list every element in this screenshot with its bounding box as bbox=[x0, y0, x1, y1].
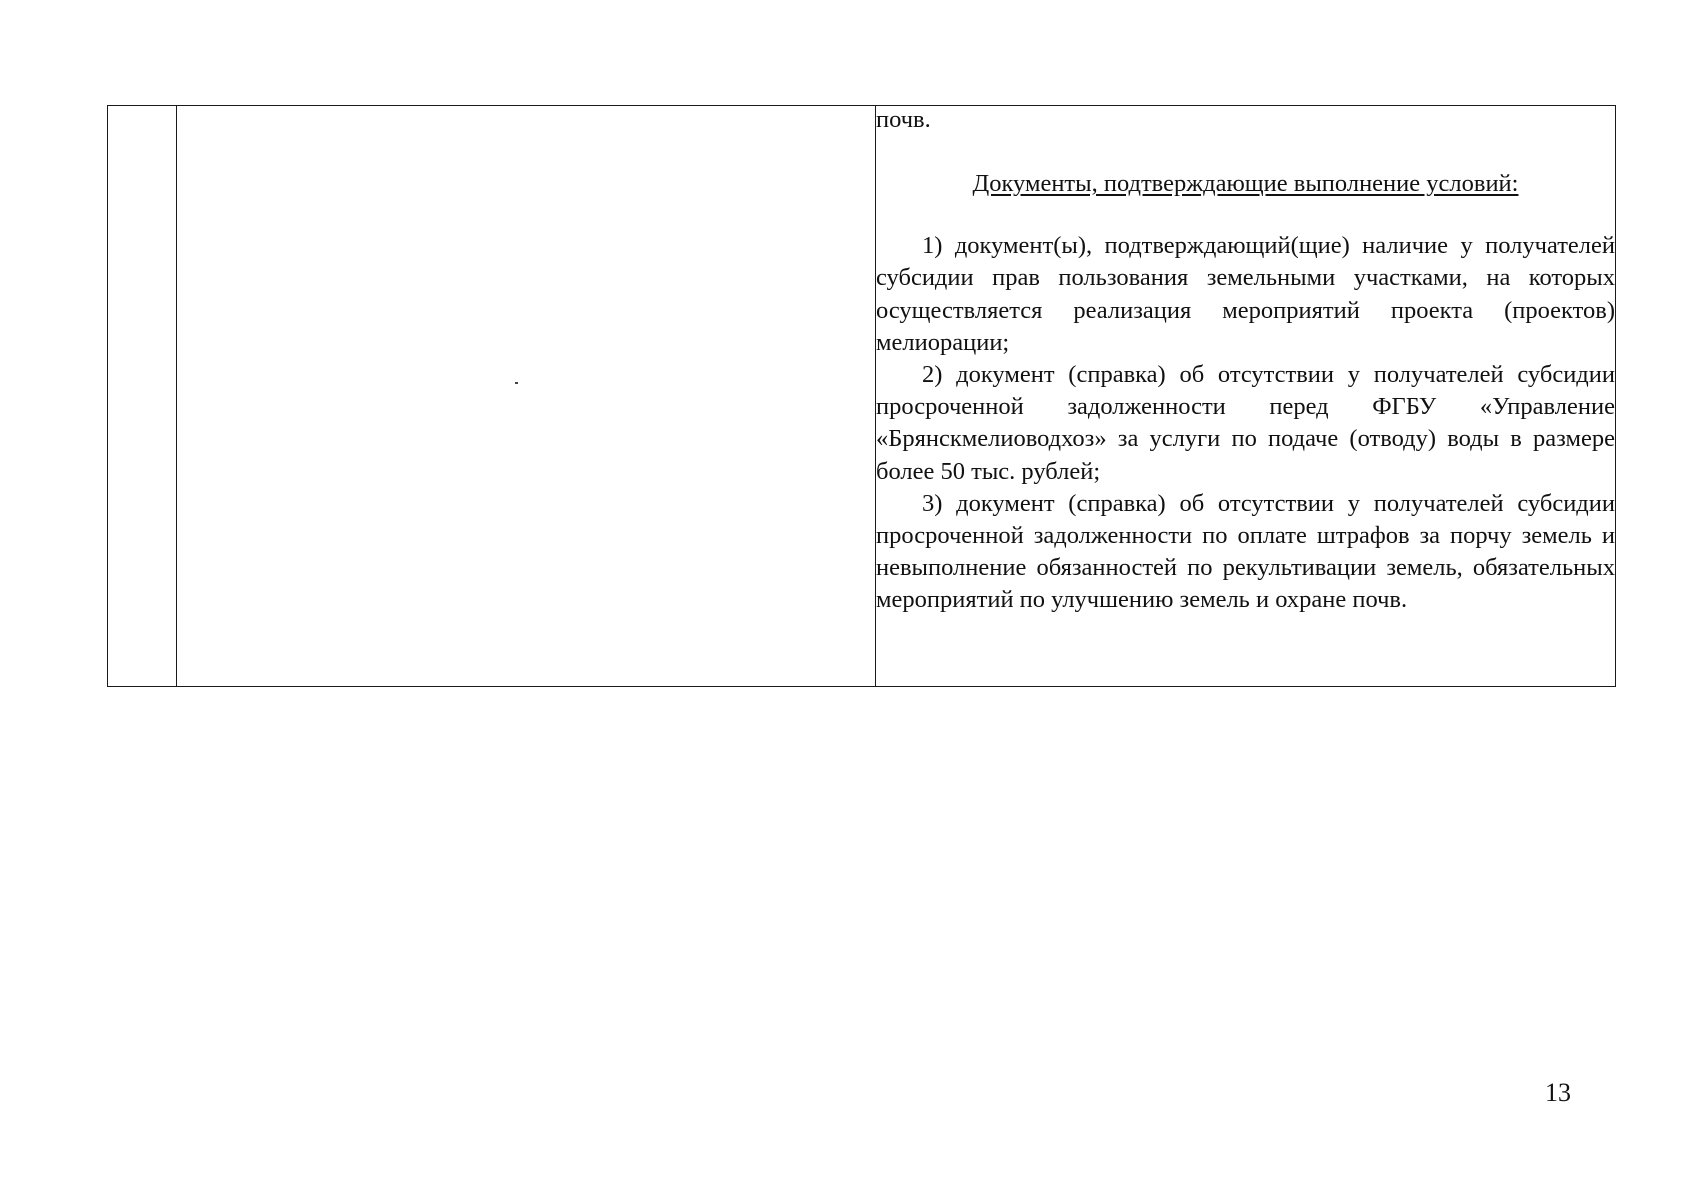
list-item: 2) документ (справка) об отсутствии у получателей субсидии просроченной задолженности перед ФГБУ «Управление «Брянскмелиоводхоз» за услуги по подаче (отводу) воды в размере более 50 тыс. рублей; bbox=[876, 361, 1615, 485]
conditions-cell bbox=[876, 106, 1616, 687]
description-cell bbox=[177, 106, 876, 687]
table-row bbox=[108, 106, 1616, 687]
list-item: 3) документ (справка) об отсутствии у получателей субсидии просроченной задолженности по оплате штрафов за порчу земель и невыполнение обязанностей по рекультивации земель, обязательных мероприятий по улучшению земель и охране почв. bbox=[876, 489, 1615, 614]
scan-speck bbox=[515, 382, 518, 384]
requirements-table bbox=[107, 105, 1616, 687]
continued-text: почв. bbox=[876, 106, 931, 133]
list-item: 1) документ(ы), подтверждающий(щие) наличие у получателей субсидии прав пользования земельными участками, на которых осуществляется реализация мероприятий проекта (проектов) мелиорации; bbox=[876, 232, 1615, 356]
row-number-cell bbox=[108, 106, 177, 687]
page-number: 13 bbox=[1545, 1078, 1571, 1107]
documents-heading: Документы, подтверждающие выполнение условий: bbox=[972, 170, 1519, 197]
conditions-text bbox=[876, 106, 1615, 617]
